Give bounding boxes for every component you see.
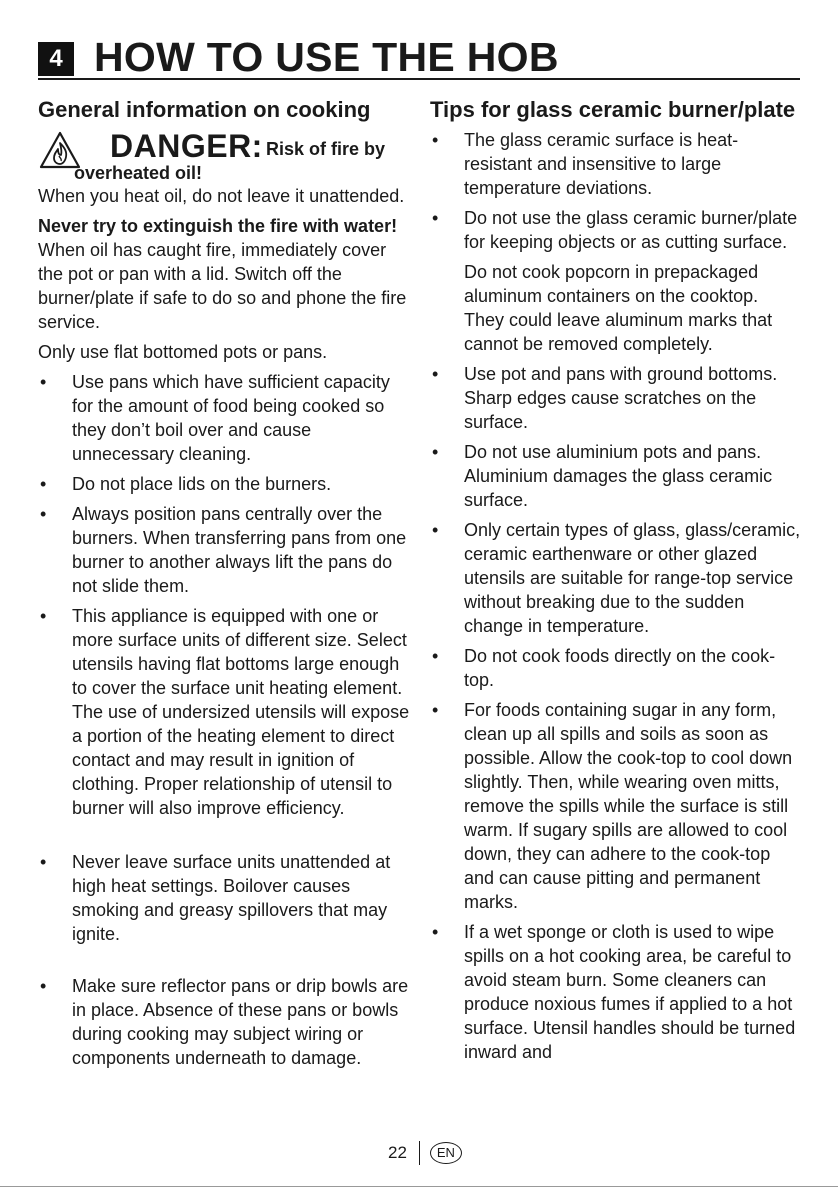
chapter-number: 4: [38, 42, 74, 76]
danger-risk-text-cont: overheated oil!: [74, 163, 203, 183]
bullet-glyph: •: [432, 520, 439, 540]
list-item: • Never leave surface units unattended at high heat settings. Boilover causes smoking and greasy spillovers that may ignite.: [40, 852, 391, 944]
right-column: [430, 96, 802, 1070]
danger-risk-text: Risk of fire by: [266, 139, 386, 159]
page-header: [38, 34, 800, 80]
bullet-glyph: •: [432, 646, 439, 666]
language-badge: EN: [430, 1142, 462, 1164]
list-item: • This appliance is equipped with one or more surface units of different size. Select utensils having flat bottoms large enough to cover the surface unit heating element. The use of undersized utensils will expose a portion of the heating element to direct contact and may result in ignition of clothing. Proper relationship of utensil to burner will also improve efficiency.: [40, 606, 410, 818]
list-item: • Do not place lids on the burners.: [40, 474, 332, 494]
section-heading-general: General information on cooking: [38, 97, 371, 122]
list-item: • If a wet sponge or cloth is used to wipe spills on a hot cooking area, be careful to avoid steam burn. Some cleaners can produce noxious fumes if applied to a hot surface. Utensil handles should be turned inward and: [432, 922, 796, 1062]
bullet-glyph: •: [432, 130, 439, 150]
list-item: • The glass ceramic surface is heat-resistant and insensitive to large temperature deviations.: [432, 130, 739, 198]
danger-label: DANGER:: [110, 128, 263, 164]
paragraph-fire: [38, 214, 410, 334]
bullet-glyph: •: [40, 606, 47, 626]
list-item: • Do not use the glass ceramic burner/plate for keeping objects or as cutting surface.: [432, 208, 798, 252]
list-item: • Always position pans centrally over the burners. When transferring pans from one burner to another always lift the pans do not slide them.: [40, 504, 407, 596]
right-bullet-list: [430, 128, 802, 254]
bullet-glyph: •: [432, 364, 439, 384]
list-item: • Do not use aluminium pots and pans. Aluminium damages the glass ceramic surface.: [432, 442, 773, 510]
bottom-divider: [0, 1186, 838, 1187]
bullet-glyph: •: [432, 442, 439, 462]
fire-warning-text: When oil has caught fire, immediately cover the pot or pan with a lid. Switch off the burner/plate if safe to do so and phone the fire service.: [38, 240, 407, 332]
list-item: • Only certain types of glass, glass/ceramic, ceramic earthenware or other glazed utensils are suitable for range-top service without breaking due to the sudden change in temperature.: [432, 520, 801, 636]
fire-warning-bold: Never try to extinguish the fire with water!: [38, 216, 398, 236]
list-item-continuation: Do not cook popcorn in prepackaged aluminum containers on the cooktop. They could leave aluminum marks that cannot be removed completely.: [464, 262, 773, 354]
page-footer: [388, 1141, 462, 1165]
page-title: HOW TO USE THE HOB: [94, 34, 559, 80]
bullet-glyph: •: [432, 700, 439, 720]
list-item: • Use pot and pans with ground bottoms. Sharp edges cause scratches on the surface.: [432, 364, 778, 432]
page-number: 22: [388, 1143, 407, 1162]
right-bullet-list-2: [430, 362, 802, 1064]
bullet-glyph: •: [40, 504, 47, 524]
bullet-glyph: •: [432, 208, 439, 228]
section-heading-glass-ceramic: Tips for glass ceramic burner/plate: [430, 97, 796, 122]
list-item: • Use pans which have sufficient capacity for the amount of food being cooked so they don’t boil over and cause unnecessary cleaning.: [40, 372, 390, 464]
paragraph-oil: When you heat oil, do not leave it unattended.: [38, 186, 405, 206]
paragraph-pans: Only use flat bottomed pots or pans.: [38, 342, 328, 362]
bullet-glyph: •: [40, 474, 47, 494]
list-item: • Do not cook foods directly on the cook-top.: [432, 646, 776, 690]
footer-divider: [419, 1141, 420, 1165]
danger-warning: [38, 126, 410, 184]
bullet-glyph: •: [40, 976, 47, 996]
list-item: • For foods containing sugar in any form, clean up all spills and soils as soon as possible. Allow the cook-top to cool down slightly. Then, while wearing oven mitts, remove the spills while the surface is still warm. If sugary spills are allowed to cool down, they can adhere to the cook-top and can cause pitting and permanent marks.: [432, 700, 793, 912]
bullet-glyph: •: [40, 372, 47, 392]
bullet-glyph: •: [432, 922, 439, 942]
left-column: [38, 96, 410, 1076]
list-item: • Make sure reflector pans or drip bowls are in place. Absence of these pans or bowls during cooking may subject wiring or components underneath to damage.: [40, 976, 409, 1068]
bullet-glyph: •: [40, 852, 47, 872]
left-bullet-list: [38, 370, 410, 1070]
